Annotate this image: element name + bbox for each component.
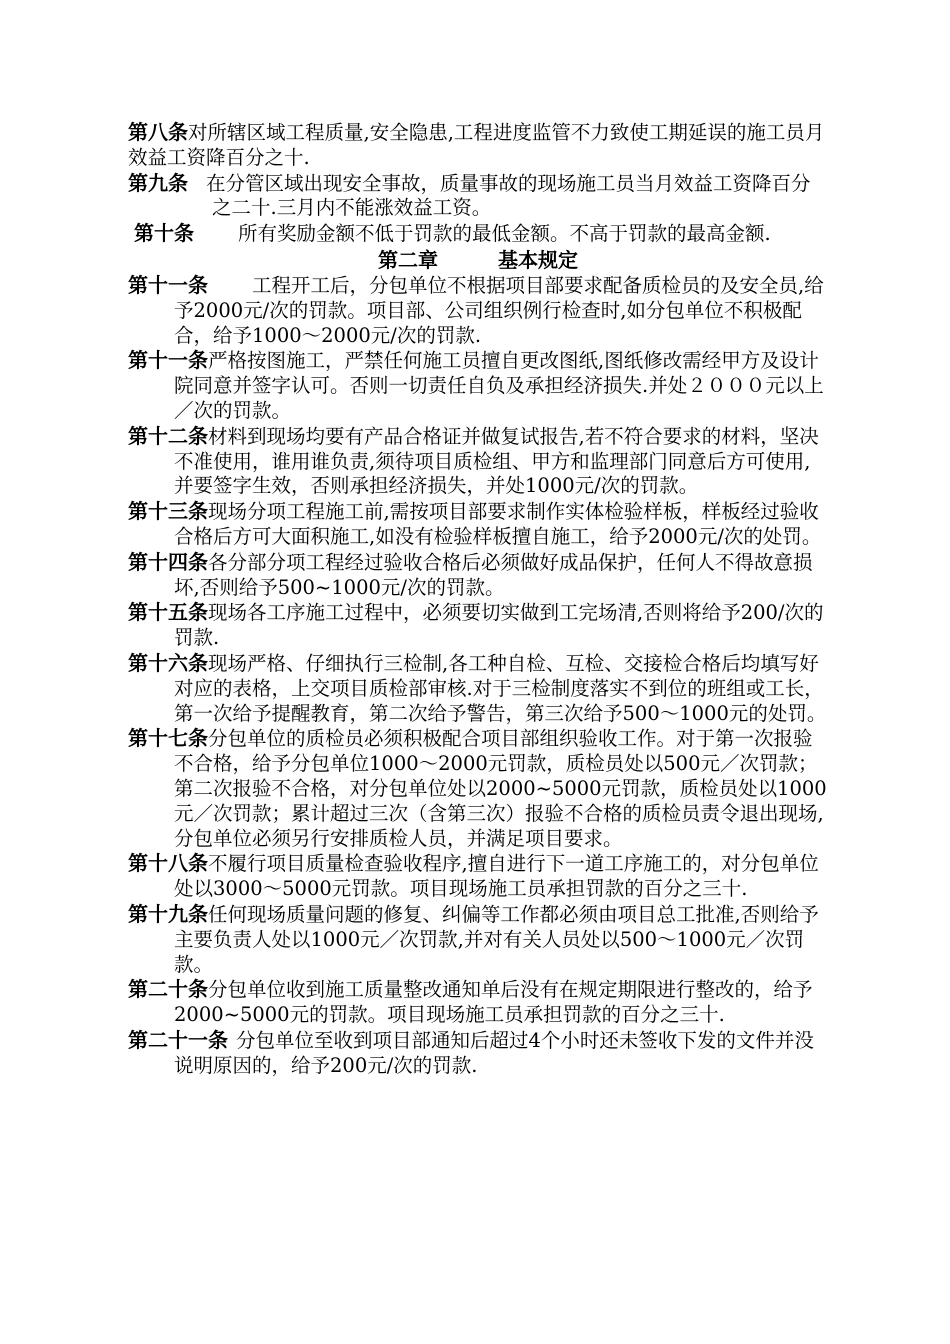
article-label: 第十八条 <box>128 851 208 876</box>
article-19 <box>128 902 828 977</box>
article-17 <box>128 726 828 851</box>
article-text: 严格按图施工，严禁任何施工员擅自更改图纸,图纸修改需经甲方及设计院同意并签字认可。否则一切责任自负及承担经济损失.并处２０００元以上／次的罚款。 <box>174 349 824 422</box>
article-10 <box>128 221 828 247</box>
article-15 <box>128 600 828 651</box>
document-page <box>128 120 828 1078</box>
article-label: 第二十一条 <box>128 1027 228 1052</box>
article-text: 材料到现场均要有产品合格证并做复试报告,若不符合要求的材料，坚决不准使用，谁用谁负责,须待项目质检组、甲方和监理部门同意后方可使用,并要签字生效，否则承担经济损失，并处1000元/次的罚款。 <box>174 424 819 498</box>
article-label: 第十二条 <box>128 423 208 448</box>
article-text: 分包单位收到施工质量整改通知单后没有在规定期限进行整改的，给予2000~5000元的罚款。项目现场施工员承担罚款的百分之三十. <box>174 978 813 1027</box>
chapter-number: 第二章 <box>378 247 438 272</box>
article-label: 第十条 <box>134 221 194 246</box>
article-label: 第十五条 <box>128 600 208 625</box>
article-label: 第八条 <box>128 120 188 144</box>
article-11a <box>128 273 828 348</box>
article-text: 分包单位至收到项目部通知后超过4个小时还未签收下发的文件并没说明原因的，给予200元/次的罚款. <box>174 1028 814 1077</box>
article-text: 对所辖区域工程质量,安全隐患,工程进度监管不力致使工期延误的施工员月效益工资降百分之十. <box>128 121 825 169</box>
article-text: 各分部分项工程经过验收合格后必须做好成品保护，任何人不得故意损坏,否则给予500~1000元/次的罚款。 <box>174 550 813 599</box>
article-18 <box>128 851 828 902</box>
article-12 <box>128 424 828 499</box>
article-9 <box>128 171 828 222</box>
article-text: 任何现场质量问题的修复、纠偏等工作都必须由项目总工批准,否则给予主要负责人处以1000元／次罚款,并对有关人员处以500～1000元／次罚款。 <box>174 902 819 976</box>
article-label: 第二十条 <box>128 977 208 1002</box>
article-16 <box>128 651 828 726</box>
article-label: 第十四条 <box>128 549 208 574</box>
article-14 <box>128 550 828 601</box>
article-text: 不履行项目质量检查验收程序,擅自进行下一道工序施工的，对分包单位处以3000～5000元罚款。项目现场施工员承担罚款的百分之三十. <box>174 852 819 901</box>
article-21 <box>128 1028 828 1079</box>
article-text: 分包单位的质检员必须积极配合项目部组织验收工作。对于第一次报验不合格，给予分包单位1000～2000元罚款，质检员处以500元／次罚款；第二次报验不合格，对分包单位处以2000~5000元罚款，质检员处以1000元／次罚款；累计超过三次（含第三次）报验不合格的质检员责令退出现场,分包单位必须另行安排质检人员，并满足项目要求。 <box>174 727 827 850</box>
article-label: 第十六条 <box>128 650 208 675</box>
article-text: 现场各工序施工过程中，必须要切实做到工完场清,否则将给予200/次的罚款. <box>174 601 824 650</box>
article-text: 现场严格、仔细执行三检制,各工种自检、互检、交接检合格后均填写好对应的表格，上交项目质检部审核.对于三检制度落实不到位的班组或工长，第一次给予提醒教育，第二次给予警告，第三次给予500～1000元的处罚。 <box>174 651 827 725</box>
article-text: 所有奖励金额不低于罚款的最低金额。不高于罚款的最高金额. <box>238 222 771 246</box>
article-label: 第九条 <box>128 170 188 195</box>
article-label: 第十一条 <box>128 272 208 297</box>
article-text: 现场分项工程施工前,需按项目部要求制作实体检验样板，样板经过验收合格后方可大面积施工,如没有检验样板擅自施工，给予2000元/次的处罚。 <box>174 500 822 548</box>
article-label: 第十一条 <box>128 348 208 373</box>
chapter-heading <box>128 247 828 273</box>
article-text: 工程开工后，分包单位不根据项目部要求配备质检员的及安全员,给予2000元/次的罚款。项目部、公司组织例行检查时,如分包单位不积极配合，给予1000～2000元/次的罚款. <box>174 273 824 347</box>
article-13 <box>128 499 828 550</box>
article-label: 第十七条 <box>128 726 208 751</box>
article-label: 第十三条 <box>128 499 208 524</box>
article-text: 在分管区域出现安全事故，质量事故的现场施工员当月效益工资降百分之二十.三月内不能涨效益工资。 <box>206 171 811 220</box>
article-8 <box>128 120 828 171</box>
article-11b <box>128 348 828 423</box>
article-20 <box>128 977 828 1028</box>
chapter-title: 基本规定 <box>498 247 578 272</box>
article-label: 第十九条 <box>128 901 208 926</box>
